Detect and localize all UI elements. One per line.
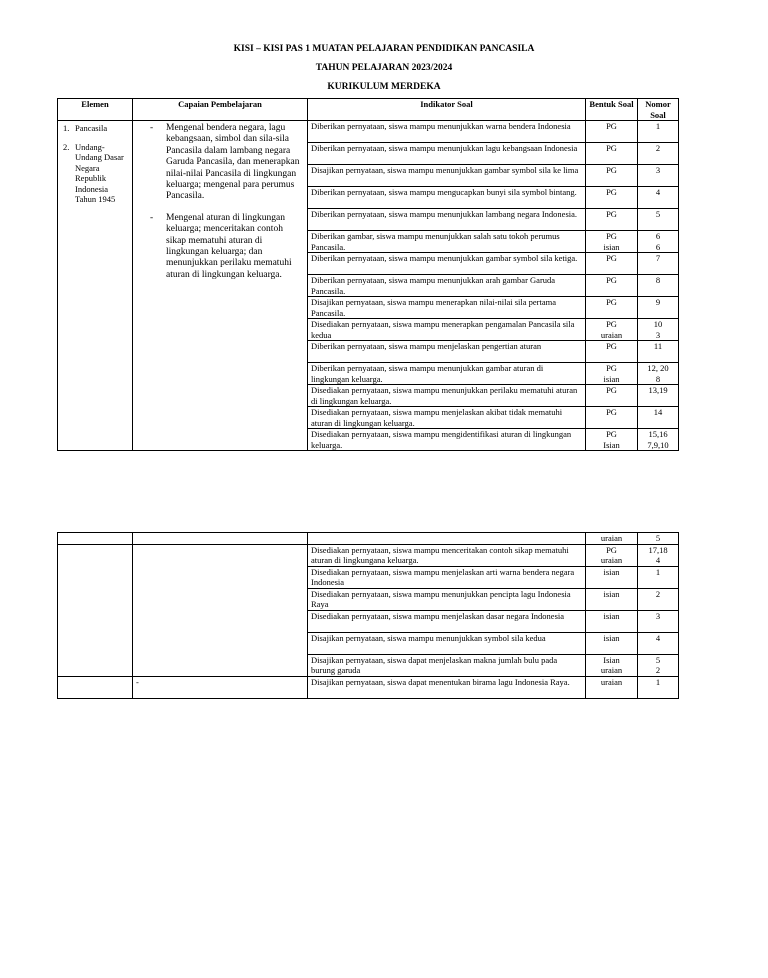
indikator-cell: Disediakan pernyataan, siswa mampu menunjukkan perilaku mematuhi aturan di lingkungan keluarga. <box>308 385 586 407</box>
header-elemen: Elemen <box>58 99 133 121</box>
nomor-cell: 4 <box>638 632 679 654</box>
elemen-item: 2. Undang-Undang Dasar Negara Republik Indonesia Tahun 1945 <box>63 141 124 204</box>
nomor-cell: 3 <box>638 610 679 632</box>
indikator-cell: Disajikan pernyataan, siswa dapat menjelaskan makna jumlah bulu pada burung garuda <box>308 654 586 676</box>
header-indikator: Indikator Soal <box>308 99 586 121</box>
table-row <box>58 676 679 698</box>
indikator-cell: Disediakan pernyataan, siswa mampu menunjukkan pencipta lagu Indonesia Raya <box>308 588 586 610</box>
nomor-cell: 7 <box>638 253 679 275</box>
header-nomor: Nomor Soal <box>638 99 679 121</box>
indikator-cell: Diberikan pernyataan, siswa mampu menunjukkan gambar aturan di lingkungan keluarga. <box>308 363 586 385</box>
indikator-cell: Diberikan pernyataan, siswa mampu menunjukkan lagu kebangsaan Indonesia <box>308 143 586 165</box>
table-header-row <box>58 99 679 121</box>
indikator-cell: Disajikan pernyataan, siswa mampu menunjukkan gambar symbol sila ke lima <box>308 165 586 187</box>
bentuk-cell: Isian uraian <box>586 654 638 676</box>
table-row <box>58 533 679 545</box>
nomor-cell: 6 6 <box>638 231 679 253</box>
header-capaian: Capaian Pembelajaran <box>133 99 308 121</box>
elemen-cell <box>58 533 133 545</box>
capaian-cell <box>133 544 308 676</box>
indikator-cell: Diberikan pernyataan, siswa mampu menunjukkan gambar symbol sila ketiga. <box>308 253 586 275</box>
nomor-cell: 4 <box>638 187 679 209</box>
indikator-cell: Diberikan pernyataan, siswa mampu mengucapkan bunyi sila symbol bintang. <box>308 187 586 209</box>
nomor-cell: 3 <box>638 165 679 187</box>
nomor-cell: 12, 20 8 <box>638 363 679 385</box>
nomor-cell: 8 <box>638 275 679 297</box>
indikator-cell: Disediakan pernyataan, siswa mampu menerapkan pengamalan Pancasila sila kedua <box>308 319 586 341</box>
capaian-item: - Mengenal aturan di lingkungan keluarga; menceritakan contoh sikap mematuhi aturan di lingkungan keluarga; dan menunjukkan perilaku mematuhi aturan di lingkungan keluarga. <box>150 212 292 280</box>
nomor-cell: 11 <box>638 341 679 363</box>
capaian-item: - Mengenal bendera negara, lagu kebangsaan, simbol dan sila-sila Pancasila dalam lambang negara Garuda Pancasila, dan menerapkan nilai-nilai Pancasila di lingkungan keluarga; mengenal para perumus Pancasila. <box>150 123 300 202</box>
bentuk-cell: PG <box>586 385 638 407</box>
bentuk-cell: isian <box>586 632 638 654</box>
nomor-cell: 1 <box>638 676 679 698</box>
bentuk-cell: uraian <box>586 533 638 545</box>
bentuk-cell: PG <box>586 253 638 275</box>
bentuk-cell: isian <box>586 566 638 588</box>
elemen-cell <box>58 676 133 698</box>
nomor-cell: 1 <box>638 121 679 143</box>
indikator-cell: Diberikan gambar, siswa mampu menunjukkan salah satu tokoh perumus Pancasila. <box>308 231 586 253</box>
doc-title-line-1: KISI – KISI PAS 1 MUATAN PELAJARAN PENDIDIKAN PANCASILA <box>233 44 535 54</box>
table-row <box>58 544 679 566</box>
nomor-cell: 5 <box>638 533 679 545</box>
elemen-cell <box>58 544 133 676</box>
nomor-cell: 10 3 <box>638 319 679 341</box>
nomor-cell: 13,19 <box>638 385 679 407</box>
indikator-cell: Disediakan pernyataan, siswa mampu menjelaskan arti warna bendera negara Indonesia <box>308 566 586 588</box>
header-bentuk: Bentuk Soal <box>586 99 638 121</box>
kisi-table-page-2 <box>57 532 679 699</box>
indikator-cell: Disajikan pernyataan, siswa mampu menunjukkan symbol sila kedua <box>308 632 586 654</box>
nomor-cell: 1 <box>638 566 679 588</box>
elemen-item: 1. Pancasila <box>63 123 108 133</box>
bentuk-cell: isian <box>586 610 638 632</box>
bentuk-cell: PG <box>586 187 638 209</box>
bentuk-cell: PG <box>586 341 638 363</box>
nomor-cell: 5 2 <box>638 654 679 676</box>
bentuk-cell: PG uraian <box>586 544 638 566</box>
bentuk-cell: PG Isian <box>586 429 638 451</box>
kisi-table-page-1 <box>57 98 679 451</box>
bentuk-cell: PG <box>586 275 638 297</box>
indikator-cell: Disediakan pernyataan, siswa mampu mengidentifikasi aturan di lingkungan keluarga. <box>308 429 586 451</box>
bentuk-cell: uraian <box>586 676 638 698</box>
indikator-cell: Diberikan pernyataan, siswa mampu menjelaskan pengertian aturan <box>308 341 586 363</box>
capaian-dash: - <box>133 676 308 698</box>
bentuk-cell: PG <box>586 407 638 429</box>
indikator-cell: Disediakan pernyataan, siswa mampu menjelaskan dasar negara Indonesia <box>308 610 586 632</box>
bentuk-cell: PG isian <box>586 231 638 253</box>
nomor-cell: 15,16 7,9,10 <box>638 429 679 451</box>
doc-title-line-3: KURIKULUM MERDEKA <box>327 82 441 92</box>
capaian-cell <box>133 533 308 545</box>
indikator-cell: Disajikan pernyataan, siswa mampu menerapkan nilai-nilai sila pertama Pancasila. <box>308 297 586 319</box>
indikator-cell: Disediakan pernyataan, siswa mampu menjelaskan akibat tidak mematuhi aturan di lingkungan keluarga. <box>308 407 586 429</box>
capaian-cell <box>133 121 308 451</box>
doc-title-line-2: TAHUN PELAJARAN 2023/2024 <box>315 63 453 73</box>
elemen-cell <box>58 121 133 451</box>
indikator-cell: Disediakan pernyataan, siswa mampu menceritakan contoh sikap mematuhi aturan di lingkungana keluarga. <box>308 544 586 566</box>
bentuk-cell: PG <box>586 121 638 143</box>
nomor-cell: 2 <box>638 143 679 165</box>
nomor-cell: 5 <box>638 209 679 231</box>
nomor-cell: 9 <box>638 297 679 319</box>
indikator-cell: Disajikan pernyataan, siswa dapat menentukan birama lagu Indonesia Raya. <box>308 676 586 698</box>
bentuk-cell: PG <box>586 165 638 187</box>
bentuk-cell: PG <box>586 297 638 319</box>
indikator-cell: Diberikan pernyataan, siswa mampu menunjukkan warna bendera Indonesia <box>308 121 586 143</box>
bentuk-cell: PG <box>586 143 638 165</box>
table-row <box>58 121 679 143</box>
bentuk-cell: isian <box>586 588 638 610</box>
bentuk-cell: PG <box>586 209 638 231</box>
indikator-cell: Diberikan pernyataan, siswa mampu menunjukkan lambang negara Indonesia. <box>308 209 586 231</box>
bentuk-cell: PG uraian <box>586 319 638 341</box>
nomor-cell: 17,18 4 <box>638 544 679 566</box>
nomor-cell: 2 <box>638 588 679 610</box>
bentuk-cell: PG isian <box>586 363 638 385</box>
nomor-cell: 14 <box>638 407 679 429</box>
indikator-cell <box>308 533 586 545</box>
indikator-cell: Diberikan pernyataan, siswa mampu menunjukkan arah gambar Garuda Pancasila. <box>308 275 586 297</box>
